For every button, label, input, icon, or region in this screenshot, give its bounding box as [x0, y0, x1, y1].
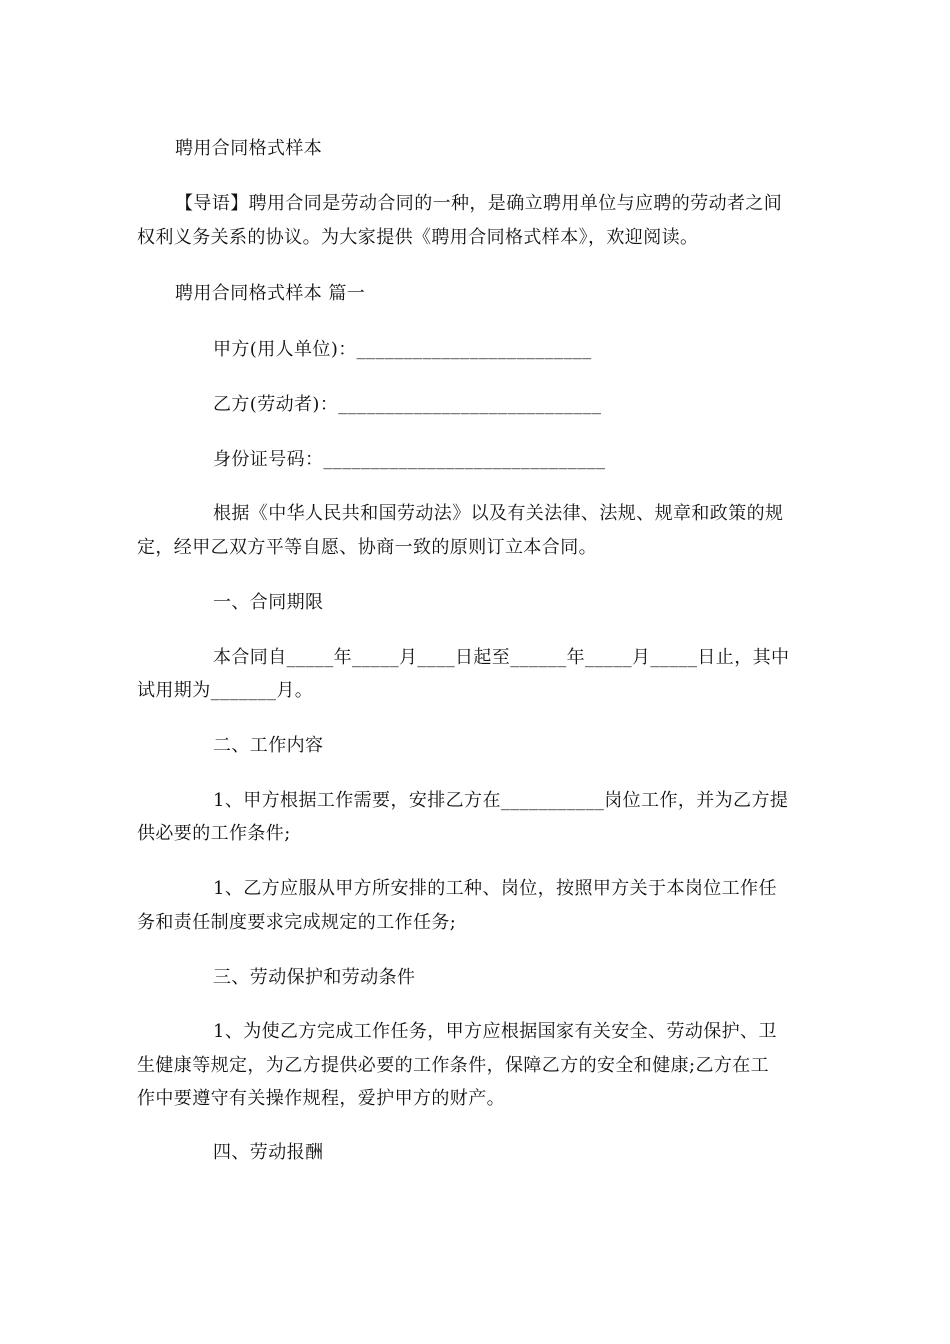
section-title: 聘用合同格式样本 篇一 [175, 283, 366, 304]
term-line-2: 试用期为_______月。 [137, 680, 314, 701]
heading-labor-protection: 三、劳动保护和劳动条件 [213, 967, 416, 988]
heading-contract-term: 一、合同期限 [213, 592, 324, 613]
heading-work-content: 二、工作内容 [213, 735, 324, 756]
heading-remuneration: 四、劳动报酬 [213, 1142, 324, 1163]
protection-line-2: 生健康等规定，为乙方提供必要的工作条件，保障乙方的安全和健康;乙方在工 [137, 1055, 770, 1076]
document-title: 聘用合同格式样本 [175, 138, 323, 159]
work-2-line-2: 务和责任制度要求完成规定的工作任务; [137, 912, 457, 933]
party-b-field: 乙方(劳动者)：____________________________ [213, 394, 602, 415]
work-1-line-1: 1、甲方根据工作需要，安排乙方在___________岗位工作，并为乙方提 [213, 790, 789, 811]
work-2-line-1: 1、乙方应服从甲方所安排的工种、岗位，按照甲方关于本岗位工作任 [213, 878, 777, 899]
intro-line-2: 权利义务关系的协议。为大家提供《聘用合同格式样本》，欢迎阅读。 [137, 227, 699, 248]
work-1-line-2: 供必要的工作条件; [137, 823, 291, 844]
basis-line-1: 根据《中华人民共和国劳动法》以及有关法律、法规、规章和政策的规 [213, 503, 784, 524]
protection-line-1: 1、为使乙方完成工作任务，甲方应根据国家有关安全、劳动保护、卫 [213, 1021, 777, 1042]
intro-line-1: 【导语】聘用合同是劳动合同的一种，是确立聘用单位与应聘的劳动者之间 [175, 193, 783, 214]
id-number-field: 身份证号码：______________________________ [213, 449, 606, 470]
party-a-field: 甲方(用人单位)：_________________________ [213, 339, 592, 360]
protection-line-3: 作中要遵守有关操作规程，爱护甲方的财产。 [137, 1088, 505, 1109]
term-line-1: 本合同自_____年_____月____日起至______年_____月_____日止，其中 [213, 647, 790, 668]
basis-line-2: 定，经甲乙双方平等自愿、协商一致的原则订立本合同。 [137, 537, 597, 558]
